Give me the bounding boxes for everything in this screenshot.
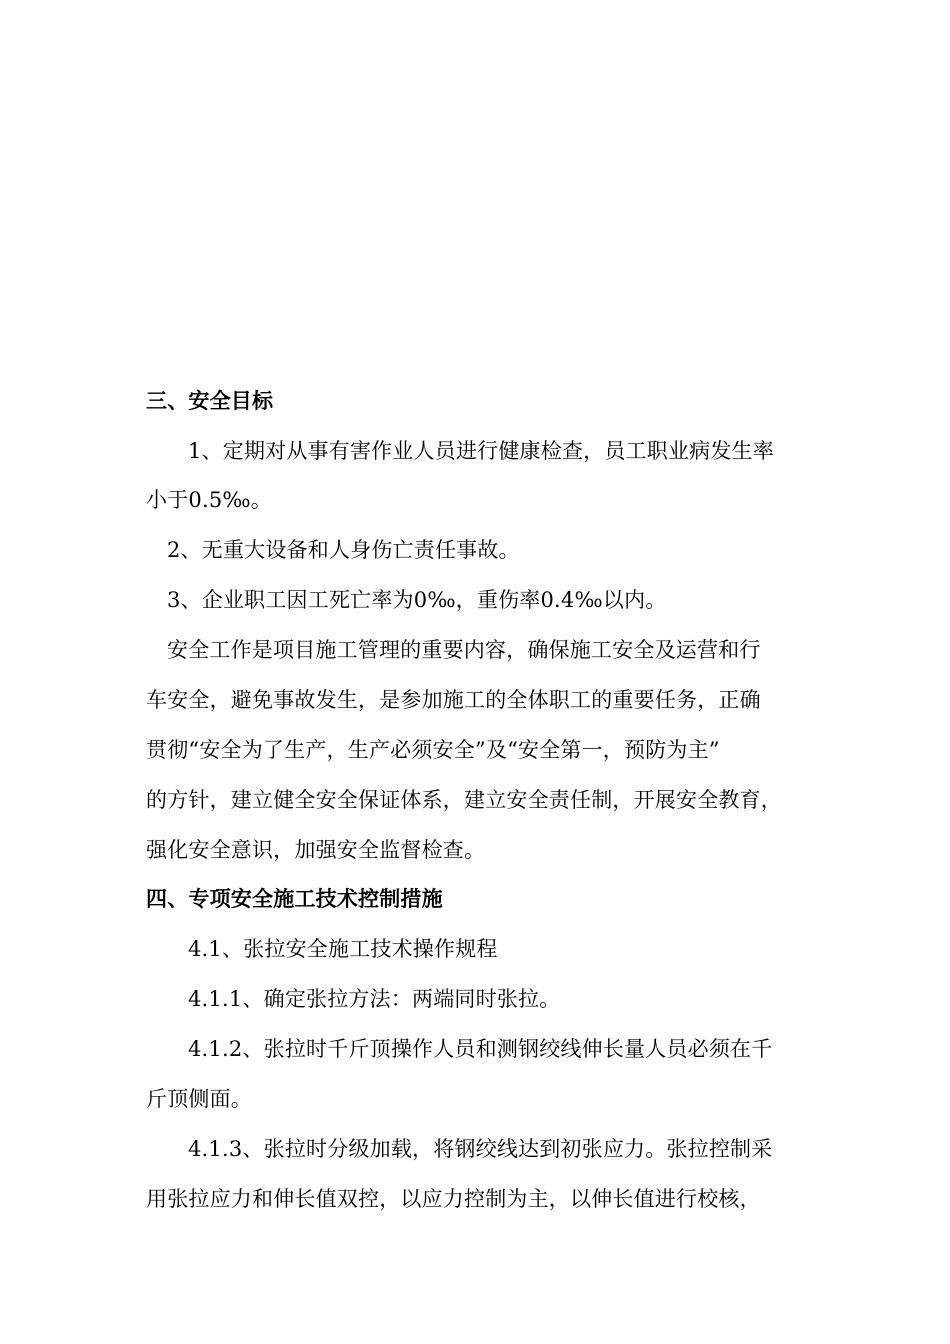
clause-4-1-3-line-1: 4.1.3、张拉时分级加载，将钢绞线达到初张应力。张拉控制采 bbox=[188, 1137, 773, 1161]
goal-2: 2、无重大设备和人身伤亡责任事故。 bbox=[167, 538, 520, 562]
safety-paragraph-line-2: 车安全，避免事故发生，是参加施工的全体职工的重要任务，正确 bbox=[146, 688, 761, 712]
safety-paragraph-line-5: 强化安全意识，加强安全监督检查。 bbox=[146, 838, 486, 862]
safety-paragraph-line-4: 的方针，建立健全安全保证体系，建立安全责任制，开展安全教育， bbox=[146, 788, 782, 812]
clause-4-1-1: 4.1.1、确定张拉方法：两端同时张拉。 bbox=[188, 987, 561, 1011]
safety-paragraph-line-1: 安全工作是项目施工管理的重要内容，确保施工安全及运营和行 bbox=[167, 638, 761, 662]
safety-paragraph-line-3: 贯彻“安全为了生产，生产必须安全”及“安全第一，预防为主” bbox=[146, 738, 720, 762]
goal-3: 3、企业职工因工死亡率为0‰，重伤率0.4‰以内。 bbox=[167, 588, 667, 612]
goal-1-line-1: 1、定期对从事有害作业人员进行健康检查，员工职业病发生率 bbox=[188, 439, 774, 463]
goal-1-line-2: 小于0.5‰。 bbox=[146, 488, 272, 512]
clause-4-1: 4.1、张拉安全施工技术操作规程 bbox=[188, 937, 498, 961]
clause-4-1-3-line-2: 用张拉应力和伸长值双控，以应力控制为主，以伸长值进行校核， bbox=[146, 1187, 761, 1211]
clause-4-1-2-line-2: 斤顶侧面。 bbox=[146, 1087, 252, 1111]
clause-4-1-2-line-1: 4.1.2、张拉时千斤顶操作人员和测钢绞线伸长量人员必须在千 bbox=[188, 1037, 773, 1061]
section-heading-safety-goals: 三、安全目标 bbox=[146, 388, 274, 413]
section-heading-special-measures: 四、专项安全施工技术控制措施 bbox=[146, 886, 443, 911]
